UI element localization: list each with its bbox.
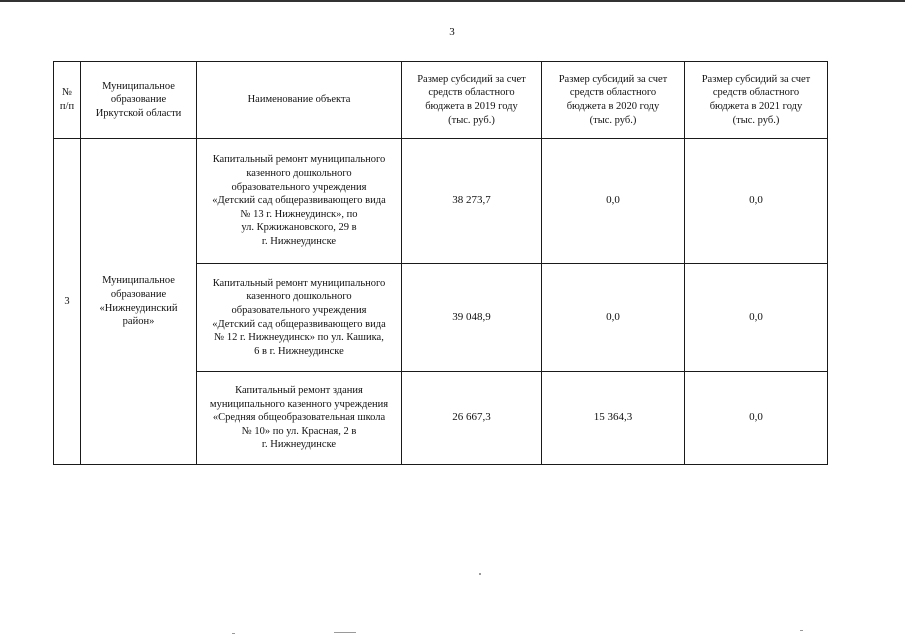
subsidy-2021-cell: 0,0 (685, 139, 828, 264)
object-name-cell: Капитальный ремонт здания муниципального казенного учреждения «Средняя общеобразовательная школа № 10» по ул. Красная, 2 в г. Нижнеудинске (197, 372, 402, 465)
header-2019: Размер субсидий за счет средств областного бюджета в 2019 году (тыс. руб.) (402, 62, 542, 139)
group-number-cell: 3 (54, 139, 81, 465)
page-number: 3 (449, 26, 455, 38)
header-2021: Размер субсидий за счет средств областного бюджета в 2021 году (тыс. руб.) (685, 62, 828, 139)
subsidy-table (53, 61, 828, 465)
table-row (54, 139, 828, 264)
object-name-cell: Капитальный ремонт муниципального казенного дошкольного образовательного учреждения «Детский сад общеразвивающего вида № 12 г. Нижнеудинск» по ул. Кашика, 6 в г. Нижнеудинске (197, 264, 402, 372)
header-object: Наименование объекта (197, 62, 402, 139)
table-header-row (54, 62, 828, 139)
group-municipality-cell: Муниципальное образование «Нижнеудинский район» (81, 139, 197, 465)
object-name-cell: Капитальный ремонт муниципального казенного дошкольного образовательного учреждения «Детский сад общеразвивающего вида № 13 г. Нижнеудинск», по ул. Кржижановского, 29 в г. Нижнеудинске (197, 139, 402, 264)
header-2020: Размер субсидий за счет средств областного бюджета в 2020 году (тыс. руб.) (542, 62, 685, 139)
header-municipality: Муниципальное образование Иркутской области (81, 62, 197, 139)
scan-artifact (800, 630, 803, 631)
subsidy-2020-cell: 0,0 (542, 264, 685, 372)
subsidy-2020-cell: 0,0 (542, 139, 685, 264)
subsidy-2019-cell: 39 048,9 (402, 264, 542, 372)
subsidy-2019-cell: 38 273,7 (402, 139, 542, 264)
scan-artifact (334, 632, 356, 633)
scan-artifact (479, 573, 481, 575)
scan-artifact (232, 633, 235, 634)
page-top-edge (0, 0, 905, 2)
subsidy-2020-cell: 15 364,3 (542, 372, 685, 465)
subsidy-2019-cell: 26 667,3 (402, 372, 542, 465)
header-num: № п/п (54, 62, 81, 139)
subsidy-2021-cell: 0,0 (685, 372, 828, 465)
subsidy-2021-cell: 0,0 (685, 264, 828, 372)
